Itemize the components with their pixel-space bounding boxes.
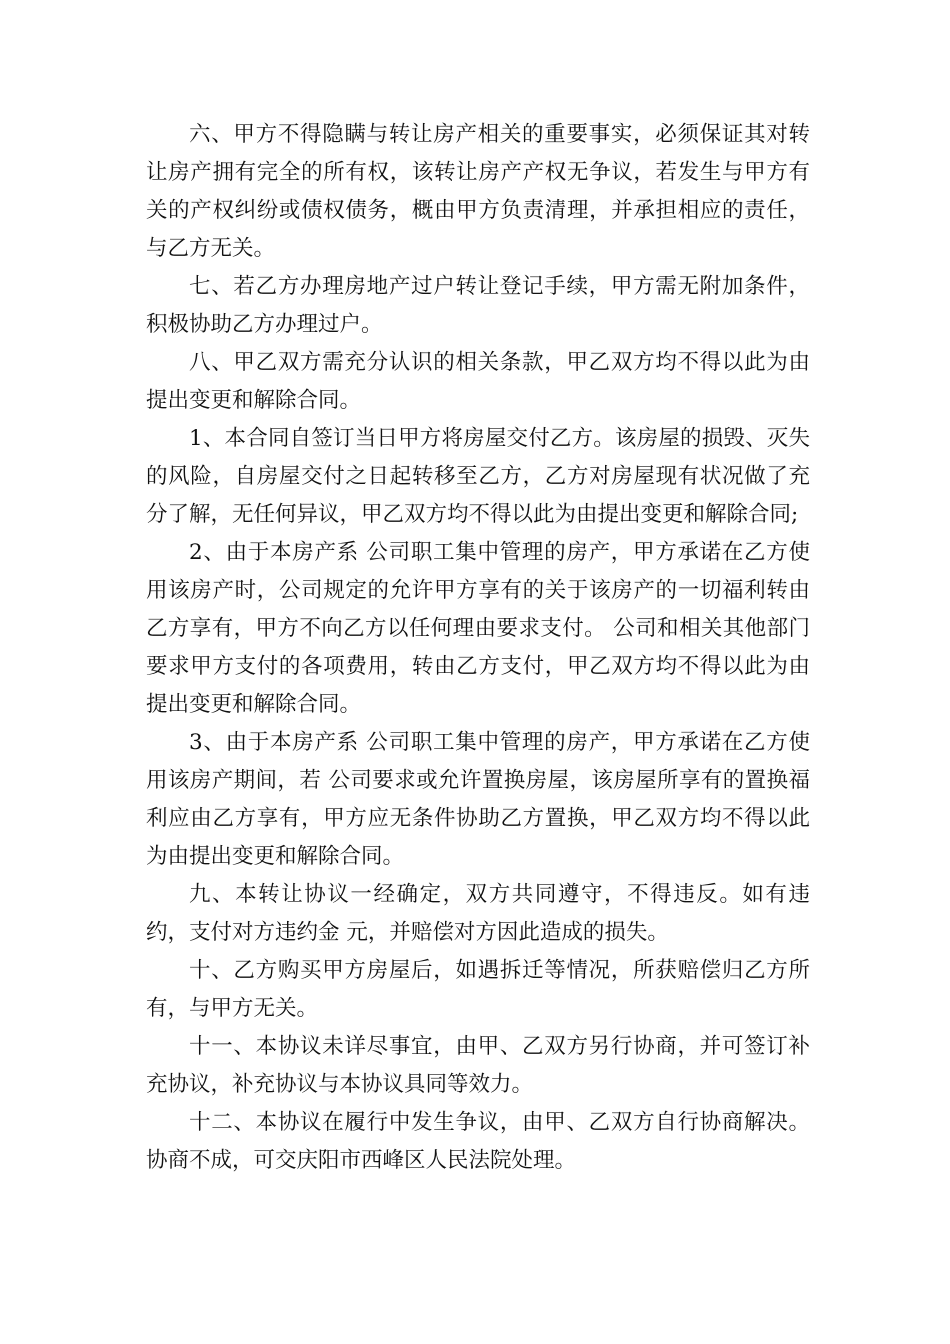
clause-9: 九、本转让协议一经确定，双方共同遵守，不得违反。如有违约，支付对方违约金 元，并赔偿对方因此造成的损失。 (146, 882, 810, 945)
clause-8-item-2: 2、由于本房产系 公司职工集中管理的房产，甲方承诺在乙方使用该房产时，公司规定的允许甲方享有的关于该房产的一切福利转由乙方享有，甲方不向乙方以任何理由要求支付。 公司和相关其他部门要求甲方支付的各项费用，转由乙方支付，甲乙双方均不得以此为由提出变更和解除合同。 (146, 540, 810, 717)
clause-8-item-1: 1、本合同自签订当日甲方将房屋交付乙方。该房屋的损毁、灭失的风险，自房屋交付之日起转移至乙方，乙方对房屋现有状况做了充分了解，无任何异议，甲乙双方均不得以此为由提出变更和解除合同; (146, 426, 810, 527)
clause-6: 六、甲方不得隐瞒与转让房产相关的重要事实，必须保证其对转让房产拥有完全的所有权，该转让房产产权无争议，若发生与甲方有关的产权纠纷或债权债务，概由甲方负责清理，并承担相应的责任，与乙方无关。 (146, 122, 810, 261)
document-body (146, 116, 810, 1180)
clause-7: 七、若乙方办理房地产过户转让登记手续，甲方需无附加条件，积极协助乙方办理过户。 (146, 274, 810, 337)
clause-8-item-3: 3、由于本房产系 公司职工集中管理的房产，甲方承诺在乙方使用该房产期间，若 公司要求或允许置换房屋，该房屋所享有的置换福利应由乙方享有，甲方应无条件协助乙方置换，甲乙双方均不得以此为由提出变更和解除合同。 (146, 730, 810, 869)
clause-10: 十、乙方购买甲方房屋后，如遇拆迁等情况，所获赔偿归乙方所有，与甲方无关。 (146, 958, 810, 1021)
clause-12: 十二、本协议在履行中发生争议，由甲、乙双方自行协商解决。协商不成，可交庆阳市西峰区人民法院处理。 (146, 1110, 810, 1173)
clause-11: 十一、本协议未详尽事宜，由甲、乙双方另行协商，并可签订补充协议，补充协议与本协议具同等效力。 (146, 1034, 810, 1097)
clause-8: 八、甲乙双方需充分认识的相关条款，甲乙双方均不得以此为由提出变更和解除合同。 (146, 350, 810, 413)
